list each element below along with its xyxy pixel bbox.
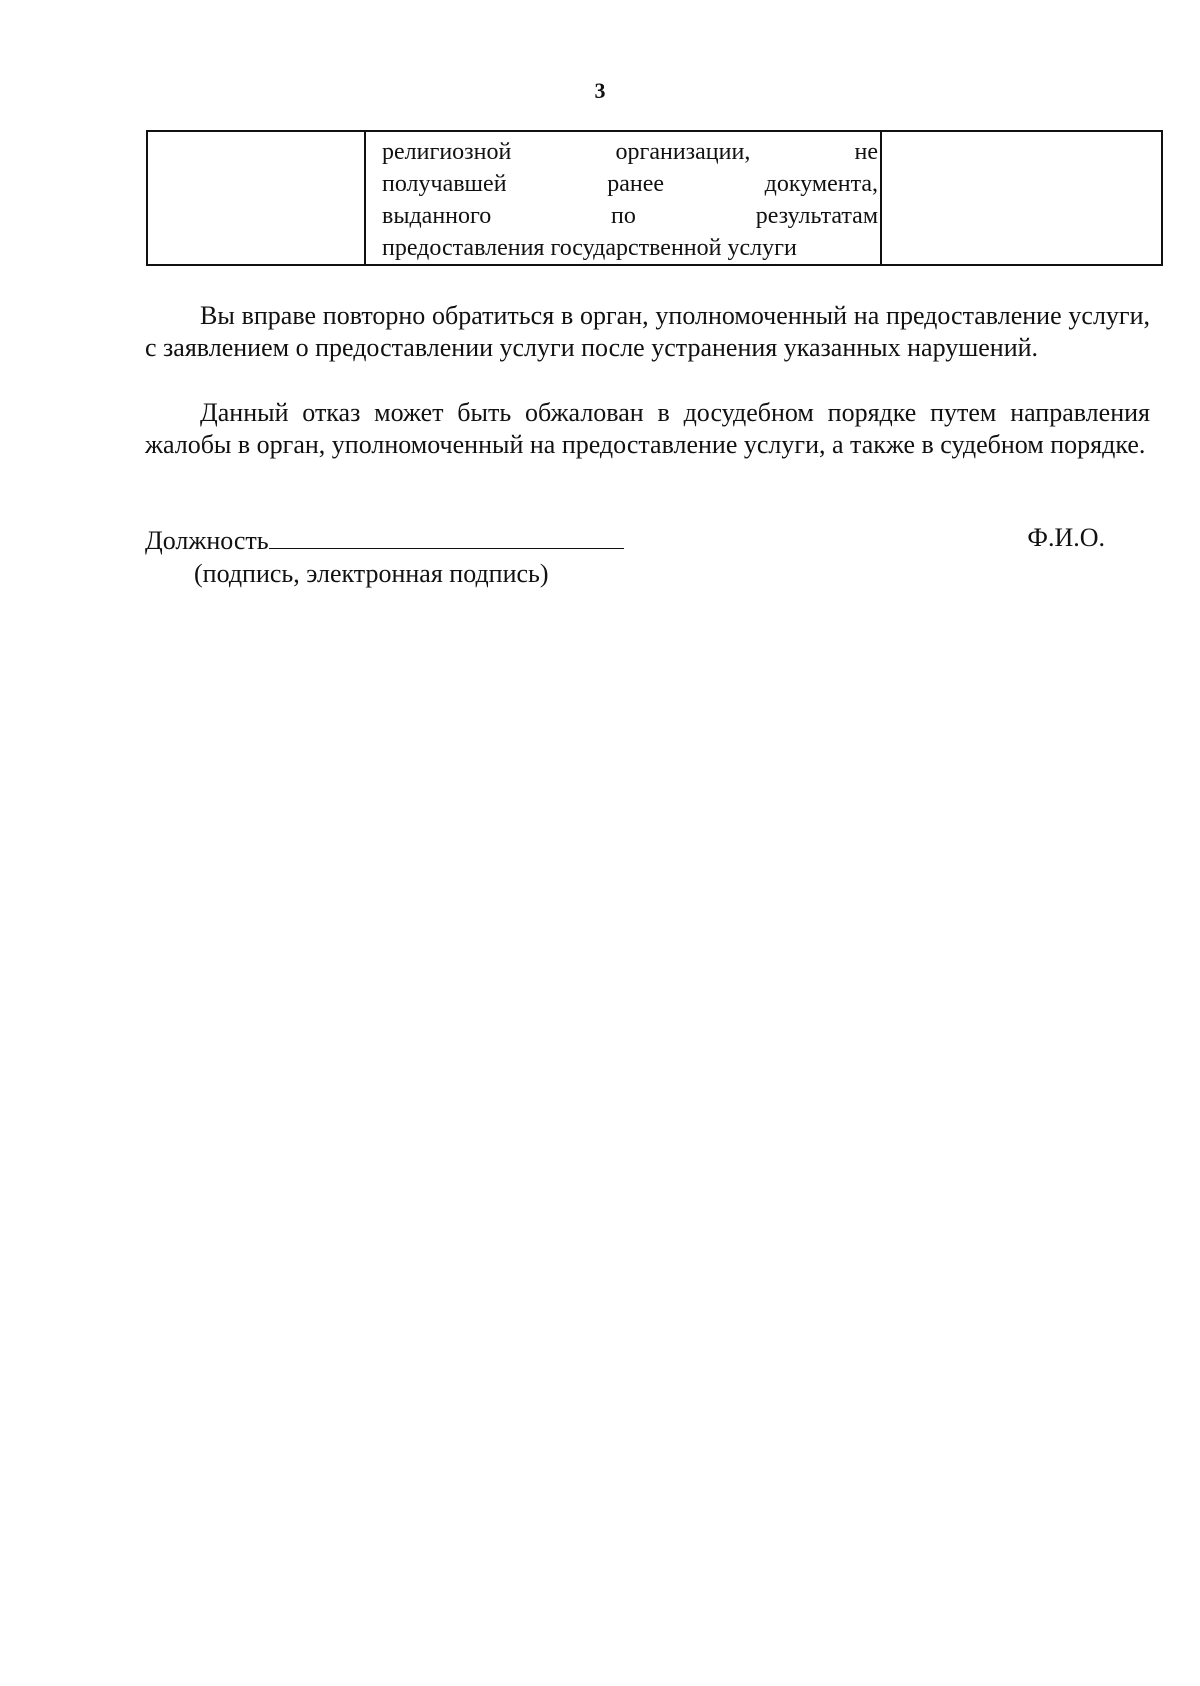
table-cell-description bbox=[365, 131, 881, 265]
paragraph-appeal bbox=[145, 397, 1150, 461]
signature-caption: (подпись, электронная подпись) bbox=[194, 559, 549, 588]
document-table bbox=[146, 130, 1163, 266]
table-cell-line: получавшей ранее документа, bbox=[382, 171, 878, 197]
fio-label: Ф.И.О. bbox=[1027, 523, 1105, 552]
paragraph-appeal-text: Данный отказ может быть обжалован в досудебном порядке путем направления жалобы в орган, уполномоченный на предоставление услуги, а также в судебном порядке. bbox=[145, 398, 1150, 459]
paragraph-reapply-text: Вы вправе повторно обратиться в орган, уполномоченный на предоставление услуги, с заявлением о предоставлении услуги после устранения указанных нарушений. bbox=[145, 301, 1150, 362]
table-cell-empty-right bbox=[881, 131, 1162, 265]
table-cell-text bbox=[366, 132, 880, 264]
table-row bbox=[147, 131, 1162, 265]
position-label: Должность bbox=[145, 526, 269, 555]
table-cell-empty-left bbox=[147, 131, 365, 265]
page-number: 3 bbox=[594, 78, 606, 103]
table-cell-line: выданного по результатам bbox=[382, 203, 878, 229]
table-cell-line-last: предоставления государственной услуги bbox=[382, 235, 797, 261]
signature-line bbox=[269, 522, 624, 549]
signature-block bbox=[145, 522, 1105, 557]
table-cell-line: религиозной организации, не bbox=[382, 139, 878, 165]
paragraph-reapply bbox=[145, 300, 1150, 364]
